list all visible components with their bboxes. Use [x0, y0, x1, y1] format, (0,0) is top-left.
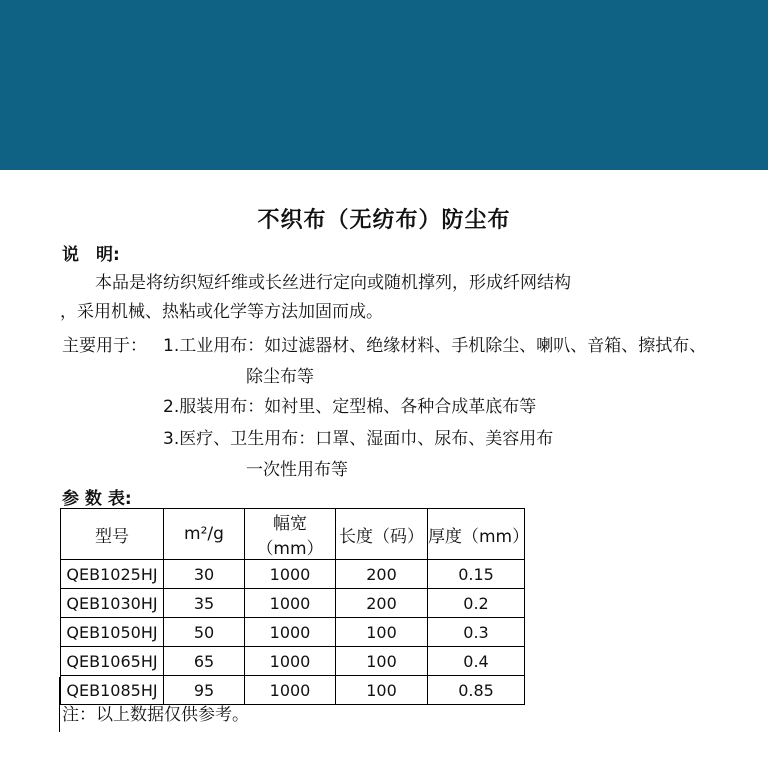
- cell-thickness: 0.2: [428, 589, 525, 618]
- cell-model: QEB1030HJ: [61, 589, 164, 618]
- cell-length: 100: [336, 676, 428, 705]
- cell-length: 100: [336, 618, 428, 647]
- use-item-1-continued: 除尘布等: [246, 367, 314, 387]
- header-cell-length: 长度（码）: [336, 509, 428, 560]
- cell-thickness: 0.85: [428, 676, 525, 705]
- use-item-1: 1.工业用布：如过滤器材、绝缘材料、手机除尘、喇叭、音箱、擦拭布、: [163, 336, 707, 356]
- document-title: 不织布（无纺布）防尘布: [257, 208, 511, 233]
- footnote: 注：以上数据仅供参考。: [62, 705, 249, 725]
- header-banner: [0, 0, 768, 170]
- description-line-1: 本品是将纺织短纤维或长丝进行定向或随机撑列，形成纤网结构: [95, 273, 571, 293]
- uses-label: 主要用于：: [62, 336, 147, 356]
- document-body: [0, 170, 768, 768]
- cell-weight: 95: [164, 676, 245, 705]
- header-cell-model: 型号: [61, 509, 164, 560]
- header-cell-width: 幅宽（mm）: [245, 509, 336, 560]
- cell-model: QEB1065HJ: [61, 647, 164, 676]
- cell-model: QEB1025HJ: [61, 560, 164, 589]
- header-cell-weight: m²/g: [164, 509, 245, 560]
- table-row: [61, 618, 525, 647]
- params-label: 参 数 表:: [62, 489, 132, 509]
- cell-weight: 30: [164, 560, 245, 589]
- use-item-3-continued: 一次性用布等: [246, 460, 348, 480]
- header-cell-thickness: 厚度（mm）: [428, 509, 525, 560]
- cell-width: 1000: [245, 618, 336, 647]
- description-label: 说 明:: [62, 245, 120, 265]
- cell-width: 1000: [245, 589, 336, 618]
- table-header-row: [61, 509, 525, 560]
- table-left-rule: [59, 677, 60, 732]
- cell-weight: 50: [164, 618, 245, 647]
- cell-length: 200: [336, 560, 428, 589]
- table-row: [61, 560, 525, 589]
- cell-thickness: 0.3: [428, 618, 525, 647]
- use-item-3: 3.医疗、卫生用布：口罩、湿面巾、尿布、美容用布: [163, 429, 554, 449]
- cell-thickness: 0.15: [428, 560, 525, 589]
- cell-model: QEB1085HJ: [61, 676, 164, 705]
- table-row: [61, 589, 525, 618]
- cell-model: QEB1050HJ: [61, 618, 164, 647]
- cell-width: 1000: [245, 647, 336, 676]
- table-row: [61, 647, 525, 676]
- cell-width: 1000: [245, 676, 336, 705]
- cell-thickness: 0.4: [428, 647, 525, 676]
- cell-weight: 65: [164, 647, 245, 676]
- description-line-2: ，采用机械、热粘或化学等方法加固而成。: [60, 302, 383, 322]
- cell-length: 200: [336, 589, 428, 618]
- params-table: [60, 508, 530, 705]
- cell-weight: 35: [164, 589, 245, 618]
- cell-width: 1000: [245, 560, 336, 589]
- use-item-2: 2.服装用布：如衬里、定型棉、各种合成革底布等: [163, 397, 537, 417]
- cell-length: 100: [336, 647, 428, 676]
